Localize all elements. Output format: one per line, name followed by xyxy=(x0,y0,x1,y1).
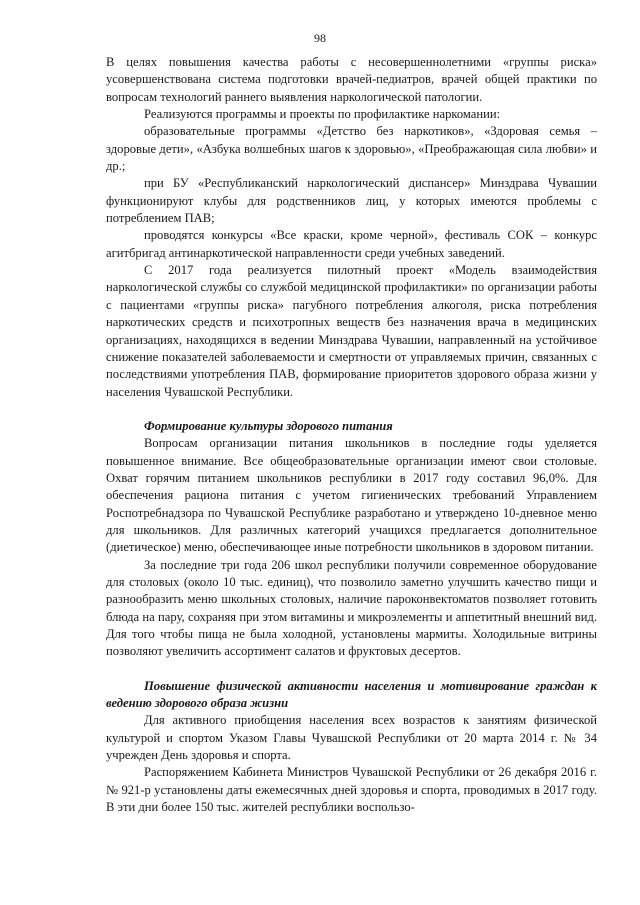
section-heading-nutrition: Формирование культуры здорового питания xyxy=(144,418,393,433)
paragraph: при БУ «Республиканский наркологический диспансер» Минздрава Чувашии функционируют клубы для родственников лиц, у которых имеются проблемы с потреблением ПАВ; xyxy=(106,176,597,226)
paragraph: Вопросам организации питания школьников в последние годы уделяется повышенное внимание. Все общеобразовательные организации имеют свои столовые. Охват горячим питанием школьников республики в 2017 году составил 96,0%. Для обеспечения рациона питания с учетом гигиенических требований Управлением Роспотребнадзора по Чувашской Республике разработано и утверждено 10-дневное меню для школьников. Для различных категорий учащихся предлагается дополнительное (диетическое) меню, обеспечивающее иные потребности школьников в здоровом питании. xyxy=(106,436,597,555)
paragraph: В целях повышения качества работы с несовершеннолетними «группы риска» усовершенствована система подготовки врачей-педиатров, врачей общей практики по вопросам технологий раннего выявления наркологической патологии. xyxy=(106,55,597,104)
section-spacer xyxy=(106,401,597,418)
section-heading-physical-activity: Повышение физической активности населения и мотивирование граждан к ведению здорового образа жизни xyxy=(106,678,597,711)
page-body xyxy=(106,54,597,816)
page-number: 98 xyxy=(314,31,326,45)
paragraph: образовательные программы «Детство без наркотиков», «Здоровая семья – здоровые дети», «Азбука волшебных шагов к здоровью», «Преображающая сила любви» и др.; xyxy=(106,124,597,174)
paragraph: проводятся конкурсы «Все краски, кроме черной», фестиваль СОК – конкурс агитбригад антинаркотической направленности среди учебных заведений. xyxy=(106,228,597,260)
paragraph: С 2017 года реализуется пилотный проект «Модель взаимодействия наркологической службы со службой медицинской профилактики» по организации работы с пациентами «группы риска» пагубного потребления алкоголя, риска потребления наркотических средств и психотропных веществ без назначения врача в медицинских организациях, находящихся в ведении Минздрава Чувашии, направленный на устойчивое снижение показателей заболеваемости и смертности от управляемых причин, связанных с последствиями употребления ПАВ, формирование приоритетов здорового образа жизни у населения Чувашской Республики. xyxy=(106,263,597,399)
section-spacer xyxy=(106,661,597,678)
paragraph: Распоряжением Кабинета Министров Чувашской Республики от 26 декабря 2016 г. № 921-р установлены даты ежемесячных дней здоровья и спорта, проводимых в 2017 году. В эти дни более 150 тыс. жителей республики воспользо- xyxy=(106,765,597,815)
paragraph: За последние три года 206 школ республики получили современное оборудование для столовых (около 10 тыс. единиц), что позволило заметно улучшить качество пищи и разнообразить меню школьных столовых, наличие пароконвектоматов позволяет готовить блюда на пару, сохраняя при этом витамины и микроэлементы и аппетитный внешний вид. Для того чтобы пища не была холодной, установлены мармиты. Холодильные витрины позволяют увеличить ассортимент салатов и фруктовых десертов. xyxy=(106,557,597,659)
paragraph: Для активного приобщения населения всех возрастов к занятиям физической культурой и спортом Указом Главы Чувашской Республики от 20 марта 2014 г. № 34 учрежден День здоровья и спорта. xyxy=(106,713,597,763)
paragraph: Реализуются программы и проекты по профилактике наркомании: xyxy=(144,107,501,122)
